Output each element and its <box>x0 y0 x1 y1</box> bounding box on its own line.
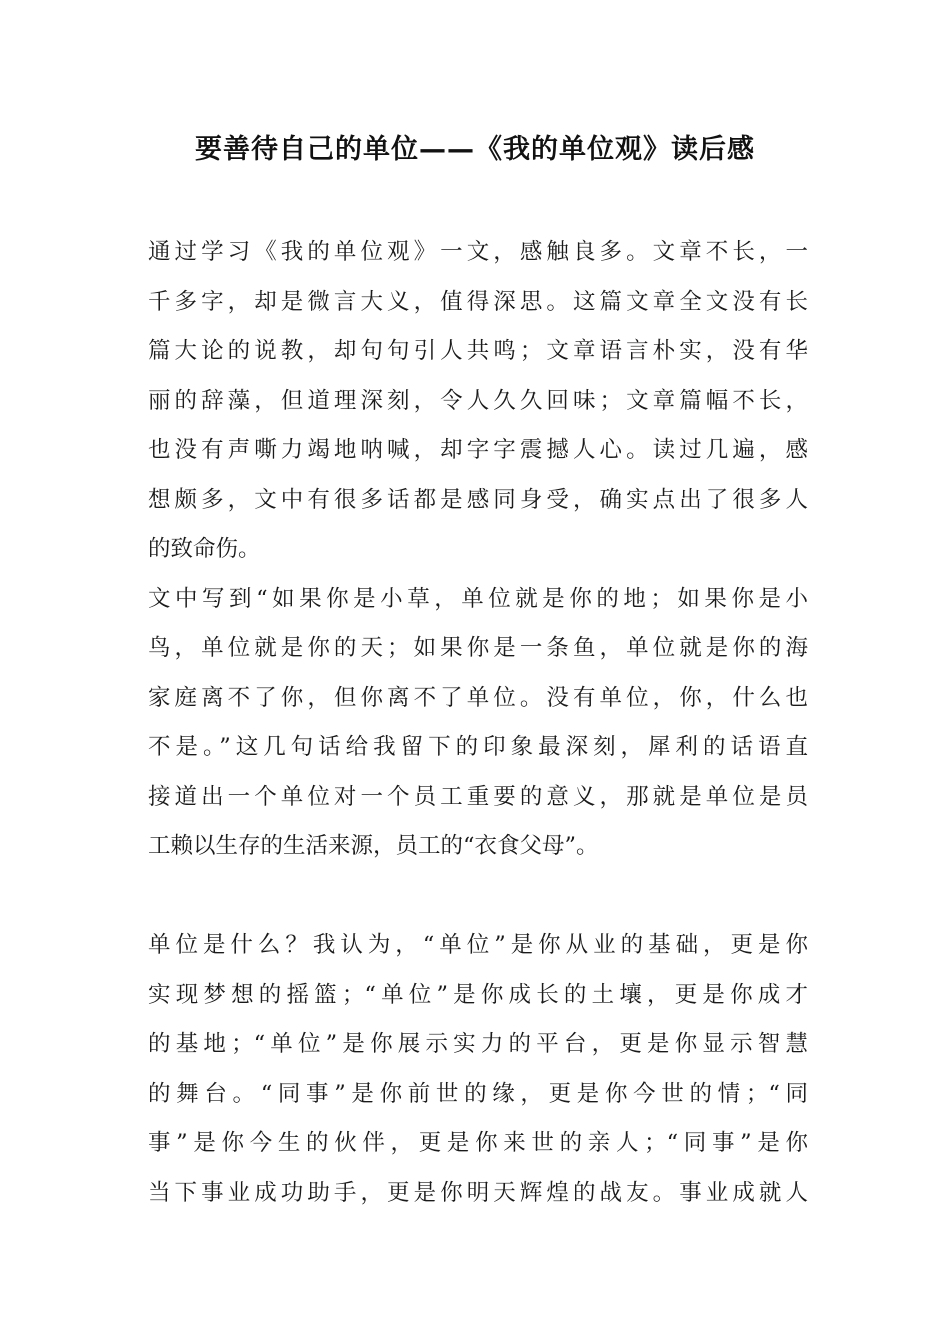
text-line: 工赖以生存的生活来源，员工的“衣食父母”。 <box>148 833 599 859</box>
text-line: 不是。”这几句话给我留下的印象最深刻，犀利的话语直 <box>148 734 808 760</box>
document-title: 要善待自己的单位——《我的单位观》读后感 <box>195 134 755 165</box>
text-line: 事”是你今生的伙伴，更是你来世的亲人；“同事”是你 <box>148 1130 808 1156</box>
paragraph <box>148 228 808 575</box>
text-line: 的致命伤。 <box>148 536 261 562</box>
text-line: 鸟，单位就是你的天；如果你是一条鱼，单位就是你的海 <box>148 635 808 661</box>
document-body <box>148 228 808 1218</box>
text-line: 通过学习《我的单位观》一文，感触良多。文章不长，一 <box>148 239 808 265</box>
text-line: 家庭离不了你，但你离不了单位。没有单位，你，什么也 <box>148 684 808 711</box>
text-line: 的舞台。“同事”是你前世的缘，更是你今世的情；“同 <box>148 1080 808 1107</box>
text-line: 实现梦想的摇篮；“单位”是你成长的土壤，更是你成才 <box>148 981 808 1008</box>
text-line: 文中写到“如果你是小草，单位就是你的地；如果你是小 <box>148 585 808 612</box>
text-line: 千多字，却是微言大义，值得深思。这篇文章全文没有长 <box>148 288 808 315</box>
text-line: 当下事业成功助手，更是你明天辉煌的战友。事业成就人 <box>148 1179 808 1206</box>
text-line: 的基地；“单位”是你展示实力的平台，更是你显示智慧 <box>148 1031 808 1057</box>
text-line: 接道出一个单位对一个员工重要的意义，那就是单位是员 <box>148 783 808 810</box>
text-line: 单位是什么？我认为，“单位”是你从业的基础，更是你 <box>148 932 808 958</box>
text-line: 丽的辞藻，但道理深刻，令人久久回味；文章篇幅不长， <box>148 387 808 414</box>
text-line: 想颇多，文中有很多话都是感同身受，确实点出了很多人 <box>148 486 808 513</box>
paragraph <box>148 575 808 872</box>
text-line: 篇大论的说教，却句句引人共鸣；文章语言朴实，没有华 <box>148 338 808 364</box>
paragraph-spacer <box>148 872 808 922</box>
text-line: 也没有声嘶力竭地呐喊，却字字震撼人心。读过几遍，感 <box>148 437 808 463</box>
paragraph <box>148 921 808 1218</box>
